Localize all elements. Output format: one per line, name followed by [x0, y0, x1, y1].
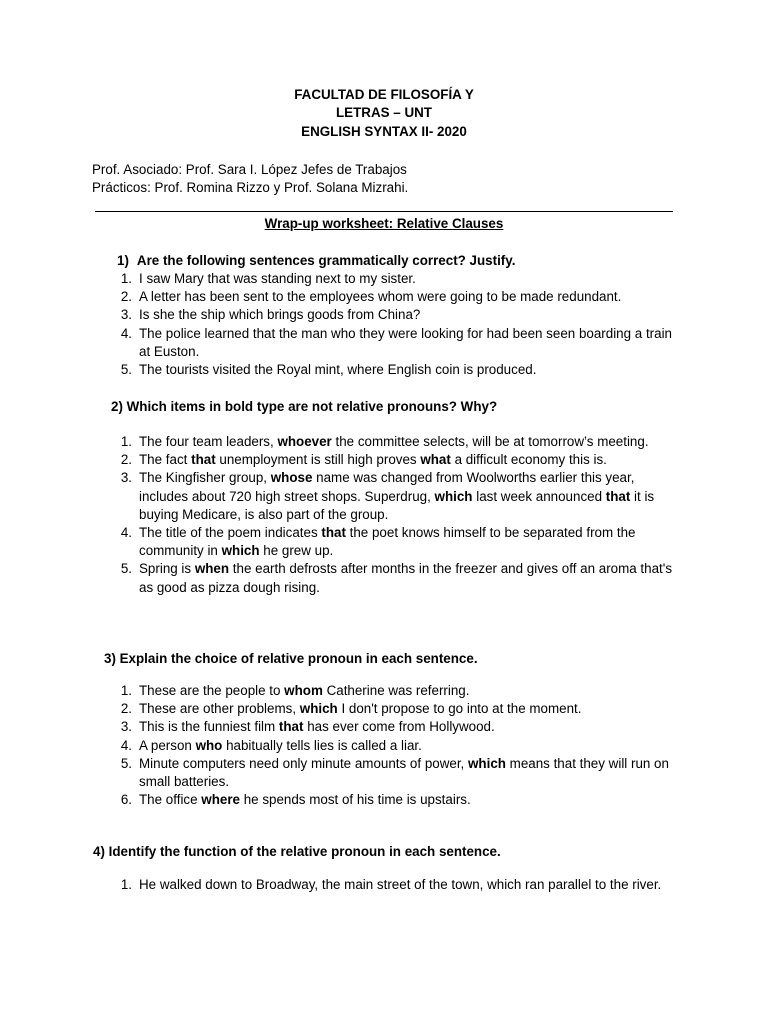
item-text: The office [139, 792, 202, 808]
item-text: The fact [139, 452, 192, 468]
list-item [112, 469, 675, 524]
item-text: last week announced [472, 488, 606, 504]
bold-term: whom [284, 683, 323, 698]
list-item-number: 2. [120, 289, 132, 305]
list-item [112, 791, 675, 809]
list-item-number: 2. [120, 701, 132, 717]
list-item-number: 6. [120, 792, 132, 808]
university-heading: LETRAS – UNT [336, 105, 432, 120]
list-item-number: 3. [120, 307, 132, 323]
item-text: a difficult economy this is. [450, 452, 607, 468]
item-text: This is the funniest film [139, 719, 279, 735]
list-item-number: 5. [120, 561, 132, 577]
list-item-number: 5. [120, 362, 132, 378]
list-item-number: 4. [120, 325, 132, 341]
section-1-number: 1) [117, 253, 129, 268]
item-text: A letter has been sent to the employees whom were going to be made redundant. [139, 289, 622, 305]
item-text: habitually tells lies is called a liar. [222, 737, 422, 753]
section-3-list [112, 682, 675, 809]
list-item [112, 876, 675, 894]
section-4-heading: 4) Identify the function of the relative pronoun in each sentence. [93, 844, 501, 859]
bold-term: which [299, 701, 338, 717]
bold-term: when [194, 561, 230, 577]
item-text: The four team leaders, [139, 434, 278, 449]
course-heading: ENGLISH SYNTAX II- 2020 [301, 124, 467, 139]
section-1-list [112, 270, 675, 379]
bold-term: what [420, 452, 451, 468]
item-text: name was changed from Woolworths earlier this year, includes about 720 high street shops. Superdrug, [139, 470, 635, 504]
horizontal-divider [95, 211, 673, 212]
item-text: I don't propose to go into at the moment. [337, 701, 582, 717]
list-item [112, 755, 675, 791]
list-item [112, 682, 675, 700]
section-1-heading [117, 252, 515, 270]
list-item-number: 2. [120, 452, 132, 468]
list-item [112, 306, 675, 324]
bold-term: which [434, 488, 473, 504]
item-text: the committee selects, will be at tomorrow’s meeting. [331, 434, 649, 449]
item-text: the poet knows himself to be separated from the community in [139, 525, 636, 559]
item-text: The police learned that the man who they were looking for had been seen boarding a train at Euston. [139, 325, 672, 359]
item-text: I saw Mary that was standing next to my sister. [139, 271, 416, 286]
list-item-number: 4. [120, 737, 132, 753]
bold-term: that [278, 719, 304, 735]
item-text: Minute computers need only minute amounts of power, [139, 755, 468, 771]
bold-term: that [321, 525, 346, 541]
bold-term: that [605, 488, 631, 504]
item-text: has ever come from Hollywood. [303, 719, 495, 735]
list-item-number: 1. [120, 683, 132, 698]
professors-line-1: Prof. Asociado: Prof. Sara I. López Jefes de Trabajos [92, 162, 407, 177]
list-item [112, 451, 675, 469]
list-item [112, 560, 675, 596]
list-item [112, 433, 675, 451]
list-item [112, 700, 675, 718]
item-text: the earth defrosts after months in the freezer and gives off an aroma that's as good as pizza dough rising. [139, 561, 673, 595]
item-text: he spends most of his time is upstairs. [239, 792, 471, 808]
bold-term: whose [270, 470, 313, 486]
list-item [112, 737, 675, 755]
item-text: it is buying Medicare, is also part of the group. [139, 488, 655, 522]
item-text: A person [139, 737, 196, 753]
item-text: he grew up. [259, 543, 334, 559]
section-1-title: Are the following sentences grammatically correct? Justify. [136, 253, 516, 268]
item-text: Catherine was referring. [322, 683, 470, 698]
item-text: The Kingfisher group, [139, 470, 271, 486]
bold-term: which [468, 755, 506, 771]
professors-line-2: Prácticos: Prof. Romina Rizzo y Prof. Solana Mizrahi. [92, 180, 409, 195]
list-item [112, 361, 675, 379]
list-item-number: 3. [120, 719, 132, 735]
list-item [112, 288, 675, 306]
item-text: Spring is [139, 561, 195, 577]
bold-term: that [191, 452, 216, 468]
worksheet-title: Wrap-up worksheet: Relative Clauses [264, 216, 504, 231]
list-item-number: 1. [120, 271, 132, 286]
list-item-number: 3. [120, 470, 132, 486]
list-item [112, 718, 675, 736]
item-text: Is she the ship which brings goods from China? [139, 307, 421, 323]
item-text: He walked down to Broadway, the main street of the town, which ran parallel to the river. [139, 877, 662, 892]
section-4-list [112, 876, 675, 894]
list-item-number: 1. [120, 434, 132, 449]
list-item [112, 325, 675, 361]
list-item-number: 5. [120, 755, 132, 771]
list-item [112, 524, 675, 560]
item-text: The tourists visited the Royal mint, where English coin is produced. [139, 362, 537, 378]
section-2-heading: 2) Which items in bold type are not relative pronouns? Why? [111, 399, 498, 414]
item-text: The title of the poem indicates [139, 525, 322, 541]
list-item [112, 270, 675, 288]
bold-term: whoever [277, 434, 332, 449]
list-item-number: 1. [120, 877, 132, 892]
bold-term: which [221, 543, 260, 559]
section-3-heading: 3) Explain the choice of relative pronoun in each sentence. [104, 651, 478, 666]
list-item-number: 4. [120, 525, 132, 541]
section-2-list [112, 433, 675, 597]
item-text: These are other problems, [139, 701, 300, 717]
item-text: unemployment is still high proves [215, 452, 421, 468]
item-text: means that they will run on small batteries. [139, 755, 669, 790]
bold-term: where [201, 792, 240, 808]
item-text: These are the people to [139, 683, 285, 698]
faculty-heading: FACULTAD DE FILOSOFÍA Y [294, 87, 474, 102]
bold-term: who [195, 737, 223, 753]
